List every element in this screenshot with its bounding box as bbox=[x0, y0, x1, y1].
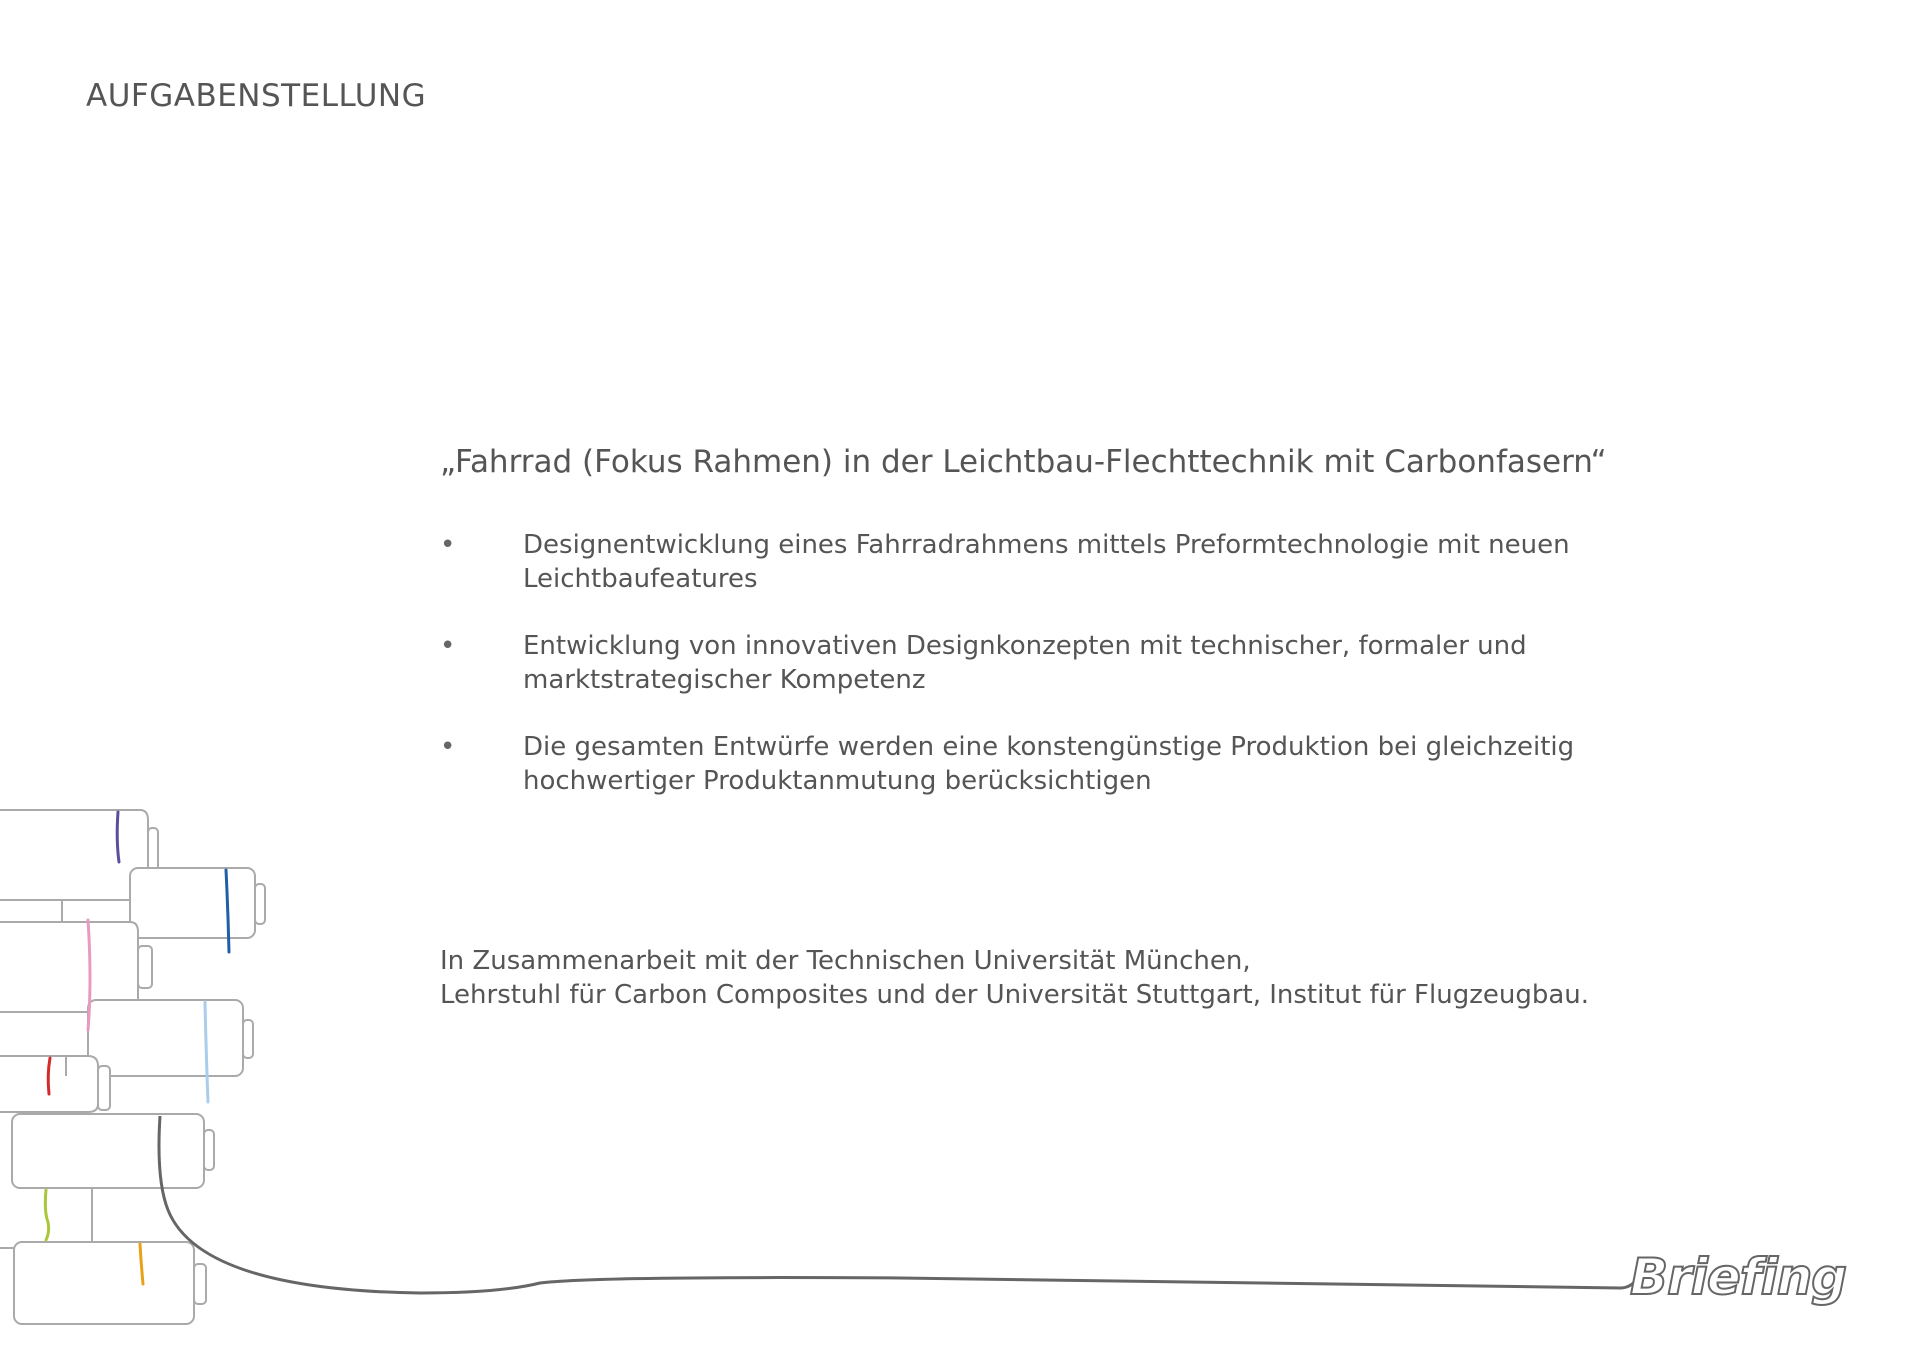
collaboration-line-1: In Zusammenarbeit mit der Technischen Universität München, bbox=[440, 946, 1251, 976]
spool-7 bbox=[14, 1242, 206, 1324]
thread-red bbox=[48, 1058, 50, 1094]
subtitle: „Fahrrad (Fokus Rahmen) in der Leichtbau-Flechttechnik mit Carbonfasern“ bbox=[440, 444, 1607, 480]
brand-logo: Briefing bbox=[1630, 1248, 1847, 1306]
thread-pink bbox=[88, 920, 90, 1030]
bullet-text: Die gesamten Entwürfe werden eine konstengünstige Produktion bei gleichzeitig hochwertiger Produktanmutung berücksichtigen bbox=[523, 732, 1575, 796]
bullet-item bbox=[440, 730, 1663, 798]
page-heading: AUFGABENSTELLUNG bbox=[86, 78, 427, 114]
collaboration-note bbox=[440, 944, 1589, 1012]
spool-2 bbox=[130, 868, 265, 938]
collaboration-line-2: Lehrstuhl für Carbon Composites und der Universität Stuttgart, Institut für Flugzeugbau. bbox=[440, 980, 1590, 1010]
bullet-icon: • bbox=[440, 530, 456, 560]
bullet-list bbox=[440, 528, 1700, 798]
content-block bbox=[440, 444, 1700, 831]
spool-4 bbox=[88, 1000, 253, 1076]
thread-green bbox=[45, 1190, 48, 1240]
thread-orange bbox=[140, 1244, 143, 1284]
bullet-item bbox=[440, 528, 1663, 596]
bullet-icon: • bbox=[440, 732, 456, 762]
bullet-text: Entwicklung von innovativen Designkonzepten mit technischer, formaler und marktstrategischer Kompetenz bbox=[523, 631, 1527, 695]
spool-6 bbox=[12, 1114, 214, 1188]
spool-3 bbox=[0, 922, 152, 1012]
spool-5 bbox=[0, 1056, 110, 1112]
bullet-icon: • bbox=[440, 631, 456, 661]
thread-blue bbox=[226, 870, 229, 952]
thread-lightblue bbox=[205, 1002, 208, 1102]
spool-1 bbox=[0, 810, 158, 900]
bullet-item bbox=[440, 629, 1663, 697]
bullet-text: Designentwicklung eines Fahrradrahmens mittels Preformtechnologie mit neuen Leichtbaufeatures bbox=[523, 530, 1570, 594]
thread-purple bbox=[117, 812, 119, 862]
thread-long bbox=[159, 1116, 1636, 1293]
